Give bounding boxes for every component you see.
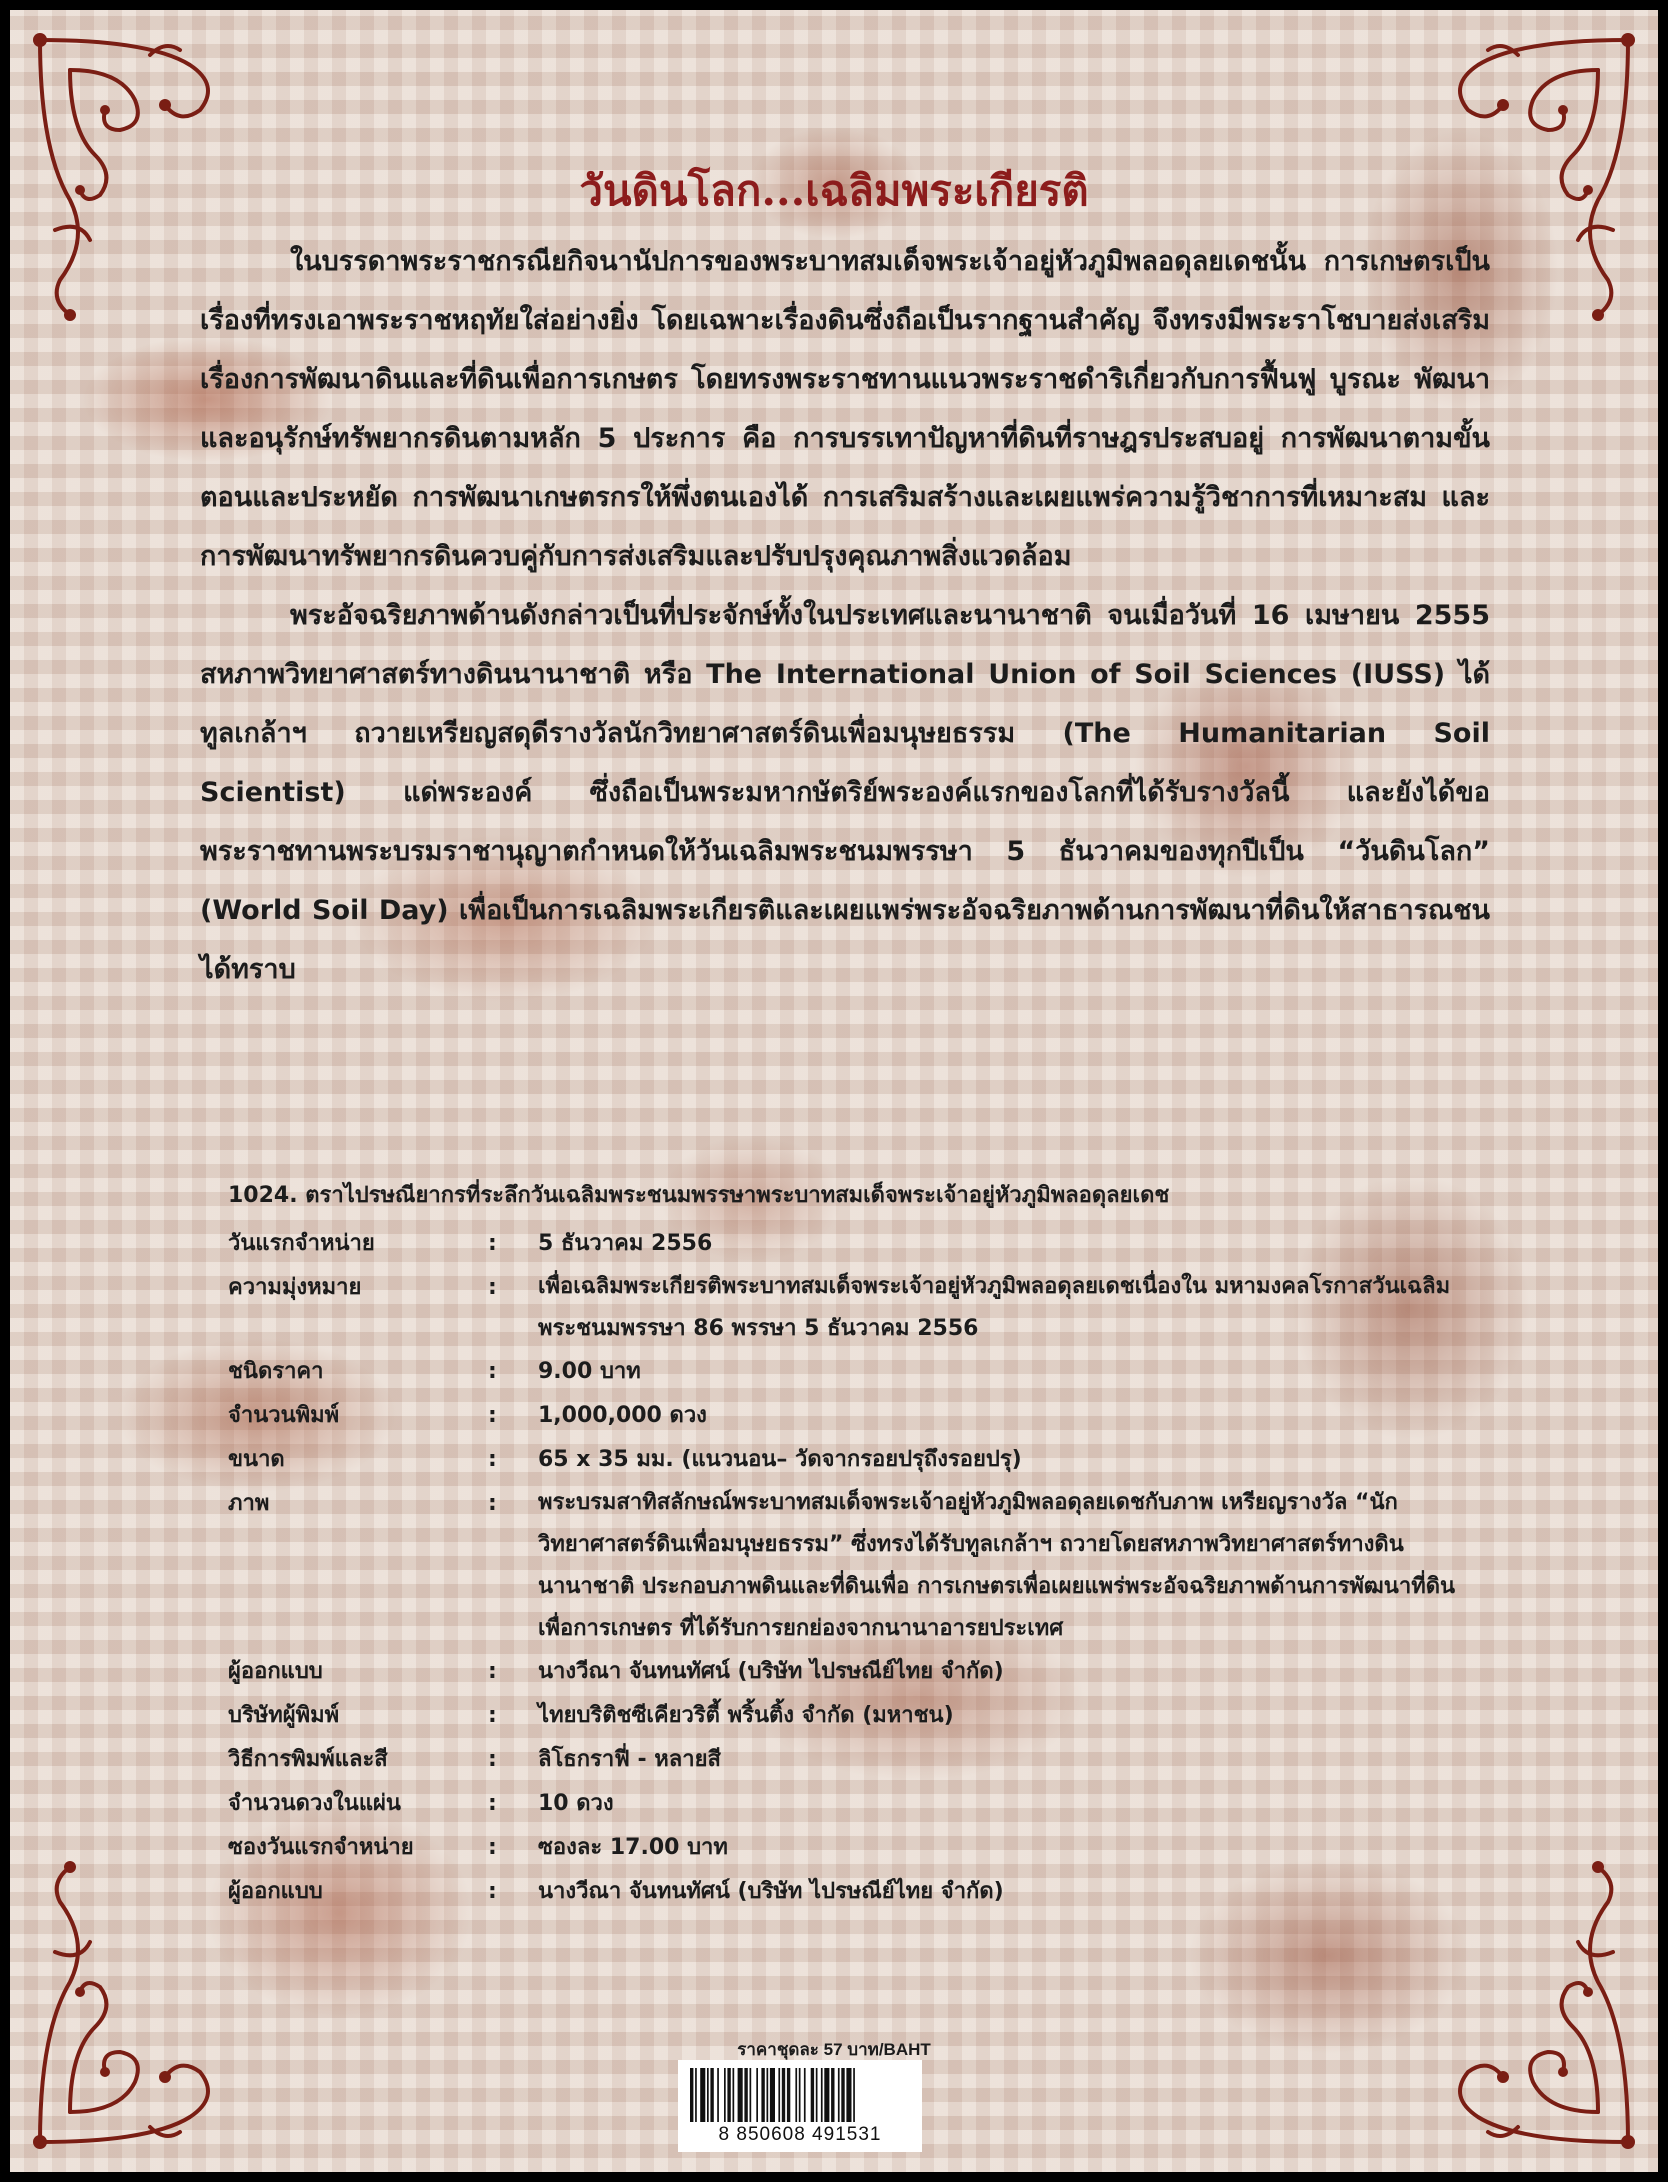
barcode-bar (770, 2068, 775, 2122)
page-title: วันดินโลก...เฉลิมพระเกียรติ (579, 166, 1089, 215)
barcode-bar (756, 2068, 758, 2122)
detail-row (228, 1738, 1488, 1782)
detail-label: ซองวันแรกจำหน่าย (228, 1835, 414, 1860)
detail-row (228, 1482, 1488, 1650)
barcode-bar (710, 2068, 713, 2122)
detail-row (228, 1650, 1488, 1694)
paragraph-2: พระอัจฉริยภาพด้านดังกล่าวเป็นที่ประจักษ์ทั้งในประเทศและนานาชาติ จนเมื่อวันที่ 16 เมษายน 2555 สหภาพวิทยาศาสตร์ทางดินนานาชาติ หรือ The International Union of Soil Sciences (IUSS) ได้ทูลเกล้าฯ ถวายเหรียญสดุดีรางวัลนักวิทยาศาสตร์ดินเพื่อมนุษยธรรม (The Humanitarian Soil Scientist) แด่พระองค์ ซึ่งถือเป็นพระมหากษัตริย์พระองค์แรกของโลกที่ได้รับรางวัลนี้ และยังได้ขอพระราชทานพระบรมราชานุญาตกำหนดให้วันเฉลิมพระชนมพรรษา 5 ธันวาคมของทุกปีเป็น “วันดินโลก” (World Soil Day) เพื่อเป็นการเฉลิมพระเกียรติและเผยแพร่พระอัจฉริยภาพด้านการพัฒนาที่ดินให้สาธารณชนได้ทราบ (200, 600, 1490, 985)
barcode-bar (841, 2068, 844, 2122)
detail-label: ขนาด (228, 1447, 285, 1472)
detail-colon: : (488, 1275, 497, 1300)
detail-row (228, 1826, 1488, 1870)
detail-row (228, 1394, 1488, 1438)
barcode-bar (787, 2068, 790, 2122)
barcode-bar (782, 2068, 785, 2122)
detail-colon: : (488, 1659, 497, 1684)
detail-label: ผู้ออกแบบ (228, 1879, 323, 1904)
detail-label: จำนวนพิมพ์ (228, 1403, 340, 1428)
detail-label: ภาพ (228, 1491, 270, 1516)
barcode-bar (846, 2068, 851, 2122)
barcode-bars (690, 2068, 910, 2122)
detail-colon: : (488, 1403, 497, 1428)
detail-row (228, 1870, 1488, 1914)
stamp-info-sheet (10, 10, 1658, 2172)
barcode-bar (700, 2068, 705, 2122)
detail-colon: : (488, 1791, 497, 1816)
barcode-bar (738, 2068, 743, 2122)
detail-label: ผู้ออกแบบ (228, 1659, 323, 1684)
detail-value: 65 x 35 มม. (แนวนอน– วัดจากรอยปรุถึงรอยปรุ) (538, 1447, 1022, 1472)
detail-value: 1,000,000 ดวง (538, 1403, 707, 1428)
detail-value: 10 ดวง (538, 1791, 614, 1816)
set-price: ราคาชุดละ 57 บาท/BAHT (737, 2040, 931, 2059)
detail-label: จำนวนดวงในแผ่น (228, 1791, 401, 1816)
detail-colon: : (488, 1491, 497, 1516)
detail-colon: : (488, 1879, 497, 1904)
detail-value: 5 ธันวาคม 2556 (538, 1231, 713, 1256)
barcode-bar (811, 2068, 814, 2122)
barcode-bar (821, 2068, 823, 2122)
corner-ornament-bottom-left (30, 1852, 230, 2152)
detail-label: บริษัทผู้พิมพ์ (228, 1703, 340, 1728)
detail-colon: : (488, 1359, 497, 1384)
barcode-bar (690, 2068, 693, 2122)
barcode-bar (733, 2068, 735, 2122)
barcode-bar (831, 2068, 834, 2122)
detail-label: วิธีการพิมพ์และสี (228, 1747, 388, 1772)
article-body (200, 232, 1490, 999)
detail-colon: : (488, 1231, 497, 1256)
barcode-bar (816, 2068, 818, 2122)
detail-value: ซองละ 17.00 บาท (538, 1835, 728, 1860)
detail-row (228, 1222, 1488, 1266)
detail-value: นางวีณา จันทนทัศน์ (บริษัท ไปรษณีย์ไทย จำกัด) (538, 1659, 1004, 1684)
barcode-bar (724, 2068, 726, 2122)
detail-value: เพื่อเฉลิมพระเกียรติพระบาทสมเด็จพระเจ้าอยู่หัวภูมิพลอดุลยเดชเนื่องใน มหามงคลโรกาสวันเฉลิมพระชนมพรรษา 86 พรรษา 5 ธันวาคม 2556 (538, 1274, 1451, 1341)
detail-value: นางวีณา จันทนทัศน์ (บริษัท ไปรษณีย์ไทย จำกัด) (538, 1879, 1004, 1904)
detail-value: 9.00 บาท (538, 1359, 641, 1384)
stamp-details-heading: 1024. ตราไปรษณียากรที่ระลึกวันเฉลิมพระชนมพรรษาพระบาทสมเด็จพระเจ้าอยู่หัวภูมิพลอดุลยเดช (228, 1183, 1170, 1208)
barcode-bar (838, 2068, 840, 2122)
barcode-bar (853, 2068, 855, 2122)
barcode-bar (795, 2068, 797, 2122)
detail-value: พระบรมสาทิสลักษณ์พระบาทสมเด็จพระเจ้าอยู่หัวภูมิพลอดุลยเดชกับภาพ เหรียญรางวัล “นักวิทยาศาสตร์ดินเพื่อมนุษยธรรม” ซึ่งทรงได้รับทูลเกล้าฯ ถวายโดยสหภาพวิทยาศาสตร์ทางดินนานาชาติ ประกอบภาพดินและที่ดินเพื่อ การเกษตรเพื่อเผยแพร่พระอัจฉริยภาพด้านการพัฒนาที่ดินเพื่อการเกษตร ที่ได้รับการยกย่องจากนานาอารยประเทศ (538, 1490, 1456, 1641)
barcode-bar (750, 2068, 752, 2122)
barcode-bar (767, 2068, 769, 2122)
paragraph-1: ในบรรดาพระราชกรณียกิจนานัปการของพระบาทสมเด็จพระเจ้าอยู่หัวภูมิพลอดุลยเดชนั้น การเกษตรเป็นเรื่องที่ทรงเอาพระราชหฤทัยใส่อย่างยิ่ง โดยเฉพาะเรื่องดินซึ่งถือเป็นรากฐานสำคัญ จึงทรงมีพระราโชบายส่งเสริมเรื่องการพัฒนาดินและที่ดินเพื่อการเกษตร โดยทรงพระราชทานแนวพระราชดำริเกี่ยวกับการฟื้นฟู บูรณะ พัฒนา และอนุรักษ์ทรัพยากรดินตามหลัก 5 ประการ คือ การบรรเทาปัญหาที่ดินที่ราษฎรประสบอยู่ การพัฒนาตามขั้นตอนและประหยัด การพัฒนาเกษตรกรให้พึ่งตนเองได้ การเสริมสร้างและเผยแพร่ความรู้วิชาการที่เหมาะสม และการพัฒนาทรัพยากรดินควบคู่กับการส่งเสริมและปรับปรุงคุณภาพสิ่งแวดล้อม (200, 246, 1490, 572)
detail-row (228, 1694, 1488, 1738)
barcode-bar (744, 2068, 747, 2122)
barcode-bar (799, 2068, 801, 2122)
detail-colon: : (488, 1447, 497, 1472)
barcode-bar (804, 2068, 806, 2122)
barcode-number: 8 850608 491531 (718, 2124, 882, 2145)
barcode-bar (707, 2068, 709, 2122)
detail-row (228, 1782, 1488, 1826)
detail-colon: : (488, 1703, 497, 1728)
detail-colon: : (488, 1835, 497, 1860)
barcode-bar (727, 2068, 730, 2122)
detail-label: ชนิดราคา (228, 1359, 324, 1384)
barcode-bar (717, 2068, 719, 2122)
barcode-bar (695, 2068, 697, 2122)
barcode-bar (824, 2068, 829, 2122)
barcode (678, 2060, 922, 2152)
detail-colon: : (488, 1747, 497, 1772)
detail-row (228, 1266, 1488, 1350)
detail-value: ไทยบริติชซีเคียวริตี้ พริ้นติ้ง จำกัด (มหาชน) (538, 1703, 954, 1728)
detail-label: วันแรกจำหน่าย (228, 1231, 375, 1256)
barcode-bar (761, 2068, 764, 2122)
detail-row (228, 1438, 1488, 1482)
barcode-bar (778, 2068, 780, 2122)
detail-row (228, 1350, 1488, 1394)
stamp-details (228, 1174, 1488, 1914)
detail-label: ความมุ่งหมาย (228, 1275, 362, 1300)
detail-value: ลิโธกราฟี่ - หลายสี (538, 1747, 721, 1772)
